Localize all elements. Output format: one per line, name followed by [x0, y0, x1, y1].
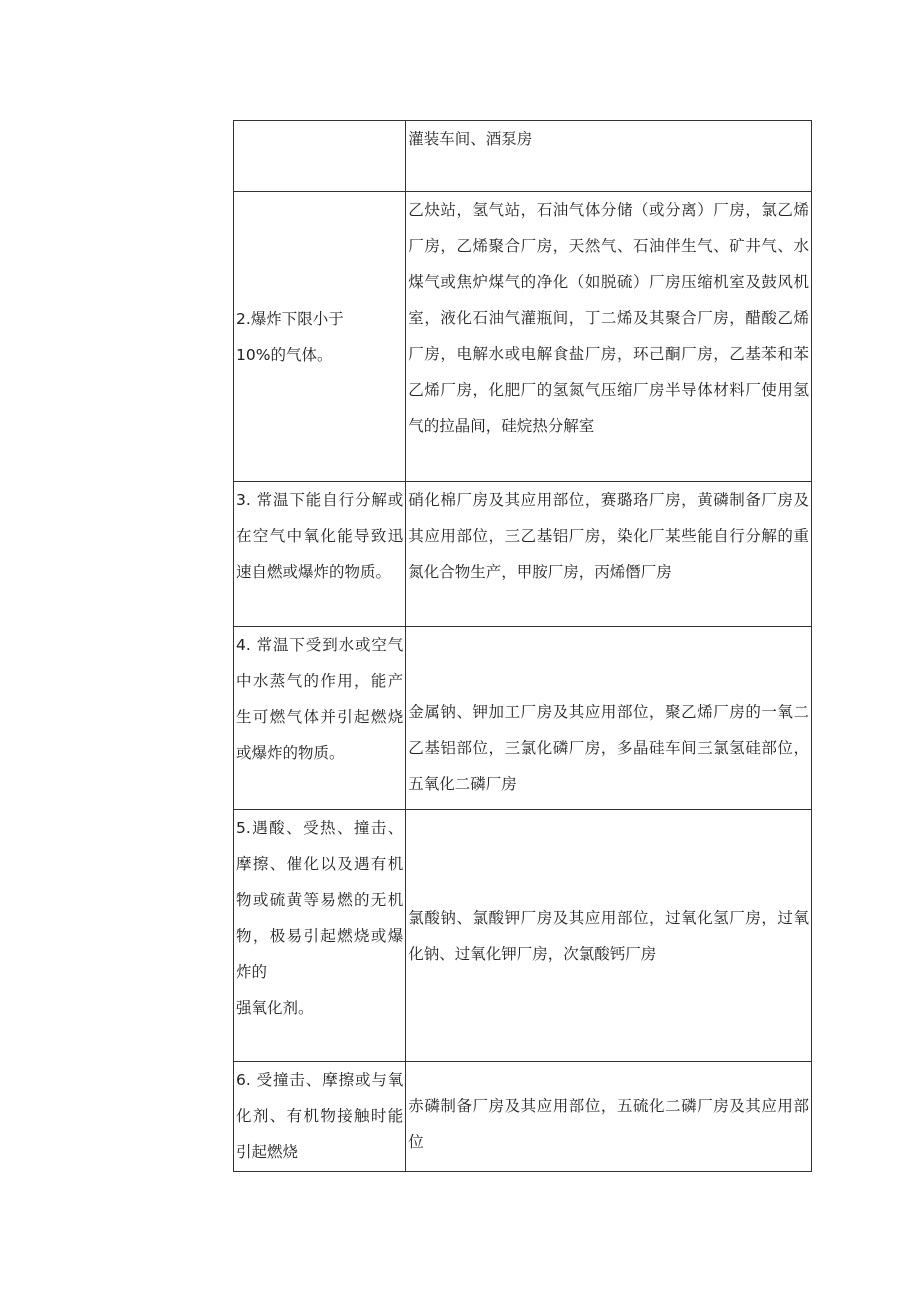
- table-row: [234, 482, 812, 627]
- category-text: 4. 常温下受到水或空气中水蒸气的作用，能产生可燃气体并引起燃烧或爆炸的物质。: [236, 636, 404, 762]
- category-text-line: 强氧化剂。: [236, 999, 314, 1017]
- category-text-line: 5.遇酸、受热、撞击、摩擦、催化以及遇有机物或硫黄等易燃的无机物，极易引起燃烧或爆炸的: [236, 819, 404, 981]
- examples-text: 灌装车间、酒泵房: [408, 130, 533, 148]
- table-row: [234, 1062, 812, 1172]
- table-row: [234, 627, 812, 810]
- examples-text: 硝化棉厂房及其应用部位，赛璐珞厂房，黄磷制备厂房及其应用部位，三乙基铝厂房，染化厂某些能自行分解的重氮化合物生产，甲胺厂房，丙烯僭厂房: [408, 491, 809, 581]
- examples-text: 乙炔站，氢气站，石油气体分储（或分离）厂房，氯乙烯厂房，乙烯聚合厂房，天然气、石油伴生气、矿井气、水煤气或焦炉煤气的净化（如脱硫）厂房压缩机室及鼓风机室，液化石油气灌瓶间，丁二烯及其聚合厂房，醋酸乙烯厂房，电解水或电解食盐厂房，环己酮厂房，乙基苯和苯乙烯厂房，化肥厂的氢氮气压缩厂房半导体材料厂使用氢气的拉晶间，硅烷热分解室: [408, 201, 809, 435]
- table-row: [234, 192, 812, 482]
- examples-cell: [406, 810, 812, 1062]
- category-text: 6. 受撞击、摩擦或与氧化剂、有机物接触时能引起燃烧: [236, 1071, 404, 1161]
- category-cell: [234, 627, 406, 810]
- category-cell: [234, 810, 406, 1062]
- examples-cell: [406, 482, 812, 627]
- examples-cell: [406, 627, 812, 810]
- category-cell: [234, 192, 406, 482]
- category-cell: [234, 482, 406, 627]
- examples-cell: [406, 192, 812, 482]
- examples-text: 赤磷制备厂房及其应用部位，五硫化二磷厂房及其应用部位: [408, 1097, 809, 1151]
- table-row: [234, 121, 812, 192]
- category-text-line: 2.爆炸下限小于: [236, 309, 344, 328]
- examples-cell: [406, 1062, 812, 1172]
- examples-cell: [406, 121, 812, 192]
- examples-text: 金属钠、钾加工厂房及其应用部位，聚乙烯厂房的一氧二乙基铝部位，三氯化磷厂房，多晶硅车间三氯氢硅部位，五氧化二磷厂房: [408, 703, 809, 793]
- hazard-classification-table: [233, 120, 812, 1172]
- category-cell: [234, 1062, 406, 1172]
- examples-text: 氯酸钠、氯酸钾厂房及其应用部位，过氧化氢厂房，过氧化钠、过氧化钾厂房，次氯酸钙厂房: [408, 908, 809, 963]
- table-row: [234, 810, 812, 1062]
- category-text: 3. 常温下能自行分解或在空气中氧化能导致迅速自燃或爆炸的物质。: [236, 491, 404, 581]
- category-cell: [234, 121, 406, 192]
- category-text-line: 10%的气体。: [236, 345, 333, 364]
